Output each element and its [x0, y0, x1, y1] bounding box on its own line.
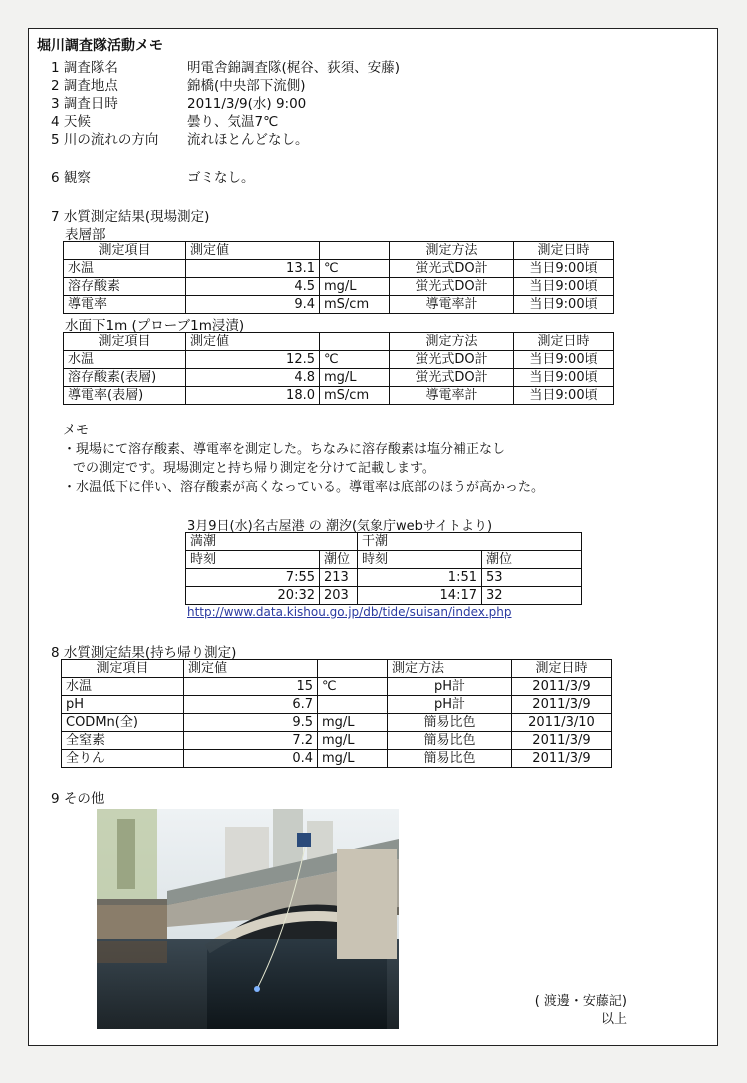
tide-source-link[interactable]: http://www.data.kishou.go.jp/db/tide/suisan/index.php [187, 605, 512, 619]
cell: 13.1 [186, 260, 320, 278]
cell: 蛍光式DO計 [390, 369, 514, 387]
cell: 14:17 [358, 587, 482, 605]
info-value: 曇り、気温7℃ [187, 114, 279, 130]
cell: 203 [320, 587, 358, 605]
header-cell: 測定方法 [388, 660, 512, 678]
cell: mg/L [320, 369, 390, 387]
info-value: 2011/3/9(水) 9:00 [187, 96, 307, 112]
cell: 簡易比色 [388, 750, 512, 768]
cell: 簡易比色 [388, 714, 512, 732]
cell: ℃ [320, 351, 390, 369]
header-cell: 測定日時 [514, 333, 614, 351]
cell: 2011/3/9 [512, 678, 612, 696]
header-cell: 測定方法 [390, 242, 514, 260]
cell: pH計 [388, 678, 512, 696]
cell: 当日9:00頃 [514, 278, 614, 296]
cell: 蛍光式DO計 [390, 351, 514, 369]
sec8-title: 8 水質測定結果(持ち帰り測定) [51, 645, 237, 661]
cell: 4.5 [186, 278, 320, 296]
memo-line: での測定です。現場測定と持ち帰り測定を分けて記載します。 [73, 461, 435, 476]
cell: 4.8 [186, 369, 320, 387]
cell: 2011/3/9 [512, 696, 612, 714]
cell: 溶存酸素 [64, 278, 186, 296]
table-row [64, 351, 614, 369]
tide-title: 3月9日(水)名古屋港 の 潮汐(気象庁webサイトより) [187, 519, 493, 534]
cell: 2011/3/9 [512, 750, 612, 768]
cell: 導電率 [64, 296, 186, 314]
cell [318, 696, 388, 714]
info-row [51, 95, 400, 113]
memo-block [63, 421, 544, 497]
cell: 水温 [64, 351, 186, 369]
sec7-title: 7 水質測定結果(現場測定) [51, 209, 210, 225]
cell: mg/L [318, 732, 388, 750]
cell: 6.7 [184, 696, 318, 714]
cell: 全窒素 [62, 732, 184, 750]
signature-block [535, 993, 627, 1029]
table-row [64, 278, 614, 296]
cell: 蛍光式DO計 [390, 260, 514, 278]
cell: 導電率計 [390, 387, 514, 405]
cell: pH計 [388, 696, 512, 714]
info-label: 4 天候 [51, 114, 91, 130]
info-label: 1 調査隊名 [51, 60, 118, 76]
header-cell: 測定項目 [62, 660, 184, 678]
cell: 溶存酸素(表層) [64, 369, 186, 387]
info-list [51, 59, 400, 187]
table-row [62, 732, 612, 750]
cell: 導電率(表層) [64, 387, 186, 405]
bridge-photo-illustration [97, 809, 399, 1029]
cell: mg/L [318, 714, 388, 732]
info-value: 明電舎錦調査隊(梶谷、荻須、安藤) [187, 60, 401, 76]
memo-title: メモ [63, 423, 90, 438]
bridge-photo [97, 809, 399, 1029]
header-cell: 測定値 [186, 242, 320, 260]
header-cell: 測定方法 [390, 333, 514, 351]
cell: 9.5 [184, 714, 318, 732]
memo-line: ・現場にて溶存酸素、導電率を測定した。ちなみに溶存酸素は塩分補正なし [63, 442, 506, 457]
tide-row [186, 587, 582, 605]
table-row [62, 696, 612, 714]
document-page [28, 28, 718, 1046]
header-cell: 測定値 [184, 660, 318, 678]
header-cell [320, 242, 390, 260]
info-label: 3 調査日時 [51, 96, 118, 112]
table-row [64, 260, 614, 278]
cell: 全りん [62, 750, 184, 768]
cell: 2011/3/9 [512, 732, 612, 750]
tide-row [186, 569, 582, 587]
cell: 15 [184, 678, 318, 696]
level-label: 潮位 [320, 551, 358, 569]
cell: mS/cm [320, 296, 390, 314]
cell: 18.0 [186, 387, 320, 405]
info-row [51, 113, 400, 131]
table-header-row [64, 333, 614, 351]
info-value: 流れほとんどなし。 [187, 132, 309, 148]
cell: 導電率計 [390, 296, 514, 314]
info-value: 錦橋(中央部下流側) [187, 78, 306, 94]
cell: 当日9:00頃 [514, 369, 614, 387]
cell: 7.2 [184, 732, 318, 750]
info-row [51, 59, 400, 77]
cell: 当日9:00頃 [514, 351, 614, 369]
table-row [62, 714, 612, 732]
tide-header-row [186, 533, 582, 551]
surface-title: 表層部 [65, 227, 106, 243]
cell: mg/L [318, 750, 388, 768]
cell: 当日9:00頃 [514, 260, 614, 278]
deep-table [63, 332, 614, 405]
cell: 213 [320, 569, 358, 587]
memo-line: ・水温低下に伴い、溶存酸素が高くなっている。導電率は底部のほうが高かった。 [63, 480, 545, 495]
low-tide-label: 干潮 [358, 533, 582, 551]
tide-subheader-row [186, 551, 582, 569]
author-note: ( 渡邊・安藤記) [534, 994, 627, 1009]
info-row [51, 77, 400, 95]
doc-title: 堀川調査隊活動メモ [37, 38, 163, 54]
observe-value: ゴミなし。 [187, 170, 255, 186]
cell: CODMn(全) [62, 714, 184, 732]
header-cell [318, 660, 388, 678]
tide-table [185, 532, 582, 605]
cell: ℃ [318, 678, 388, 696]
high-tide-label: 満潮 [186, 533, 358, 551]
cell: 当日9:00頃 [514, 387, 614, 405]
time-label: 時刻 [358, 551, 482, 569]
table-row [62, 750, 612, 768]
observe-row [51, 169, 400, 187]
cell: 当日9:00頃 [514, 296, 614, 314]
takehome-table [61, 659, 612, 768]
header-cell: 測定日時 [512, 660, 612, 678]
cell: 53 [482, 569, 582, 587]
deep-title: 水面下1m (プローブ1m浸漬) [65, 318, 245, 334]
cell: 1:51 [358, 569, 482, 587]
table-row [64, 387, 614, 405]
cell: 20:32 [186, 587, 320, 605]
cell: ℃ [320, 260, 390, 278]
table-row [64, 296, 614, 314]
info-label: 2 調査地点 [51, 78, 118, 94]
cell: 蛍光式DO計 [390, 278, 514, 296]
info-label: 5 川の流れの方向 [51, 132, 159, 148]
cell: mg/L [320, 278, 390, 296]
cell: 0.4 [184, 750, 318, 768]
cell: 2011/3/10 [512, 714, 612, 732]
header-cell [320, 333, 390, 351]
cell: 32 [482, 587, 582, 605]
table-header-row [64, 242, 614, 260]
cell: 9.4 [186, 296, 320, 314]
table-row [64, 369, 614, 387]
header-cell: 測定値 [186, 333, 320, 351]
time-label: 時刻 [186, 551, 320, 569]
header-cell: 測定項目 [64, 333, 186, 351]
end-mark: 以上 [600, 1012, 627, 1027]
observe-label: 6 観察 [51, 170, 91, 186]
cell: 簡易比色 [388, 732, 512, 750]
header-cell: 測定項目 [64, 242, 186, 260]
cell: 7:55 [186, 569, 320, 587]
table-header-row [62, 660, 612, 678]
cell: 水温 [64, 260, 186, 278]
cell: 12.5 [186, 351, 320, 369]
cell: 水温 [62, 678, 184, 696]
sec9-title: 9 その他 [51, 791, 105, 807]
cell: mS/cm [320, 387, 390, 405]
surface-table [63, 241, 614, 314]
table-row [62, 678, 612, 696]
cell: pH [62, 696, 184, 714]
info-row [51, 131, 400, 149]
header-cell: 測定日時 [514, 242, 614, 260]
level-label: 潮位 [482, 551, 582, 569]
